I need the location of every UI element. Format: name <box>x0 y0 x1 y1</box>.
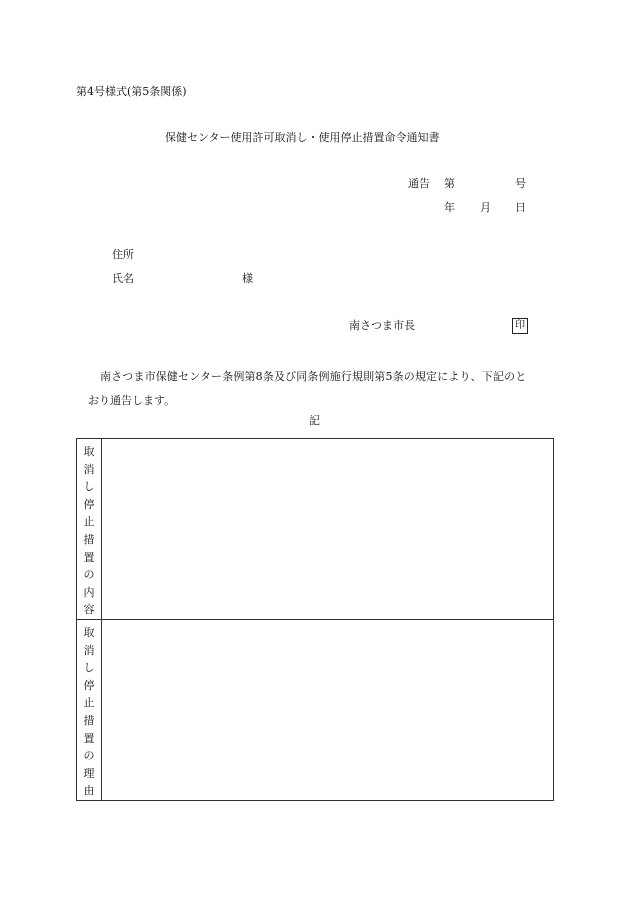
label-char: 理 <box>83 766 95 780</box>
content-cell[interactable] <box>102 439 554 620</box>
label-char: 内 <box>83 585 95 599</box>
date-day: 日 <box>515 201 526 214</box>
label-char: 止 <box>83 696 95 710</box>
label-char: 措 <box>83 532 95 546</box>
table-row-content <box>77 439 554 620</box>
body-text-line-2: おり通告します。 <box>88 394 176 407</box>
label-char: し <box>83 480 95 494</box>
date-year: 年 <box>444 201 455 214</box>
issuer-name: 南さつま市長 <box>349 319 415 332</box>
label-char: 置 <box>83 550 95 564</box>
label-char: 措 <box>83 713 95 727</box>
form-number: 第4号様式(第5条関係) <box>76 85 187 98</box>
label-char: 消 <box>83 643 95 657</box>
seal-mark: 印 <box>512 318 528 334</box>
label-char: 取 <box>83 445 95 458</box>
notice-dai: 第 <box>444 177 455 190</box>
ki-heading: 記 <box>309 414 320 427</box>
label-char: 置 <box>83 731 95 745</box>
label-char: し <box>83 661 95 675</box>
label-char: 止 <box>83 515 95 529</box>
label-char: 容 <box>83 603 95 617</box>
label-char: 停 <box>83 497 95 511</box>
honorific: 様 <box>242 272 253 285</box>
notice-prefix: 通告 <box>408 177 430 190</box>
label-char: の <box>83 568 95 582</box>
details-table <box>76 438 554 801</box>
label-char: 停 <box>83 678 95 692</box>
label-cancellation-reason <box>77 619 102 800</box>
page-title: 保健センター使用許可取消し・使用停止措置命令通知書 <box>165 131 440 144</box>
body-text-line-1: 南さつま市保健センター条例第8条及び同条例施行規則第5条の規定により、下記のと <box>100 370 527 383</box>
label-char: 取 <box>83 625 95 639</box>
label-char: の <box>83 749 95 763</box>
label-char: 由 <box>83 784 95 798</box>
date-month: 月 <box>480 201 491 214</box>
table-row-reason <box>77 619 554 800</box>
name-label: 氏名 <box>112 272 134 285</box>
label-cancellation-content <box>77 439 102 620</box>
address-label: 住所 <box>112 248 134 261</box>
label-char: 消 <box>83 462 95 476</box>
reason-cell[interactable] <box>102 619 554 800</box>
notice-go: 号 <box>515 177 526 190</box>
